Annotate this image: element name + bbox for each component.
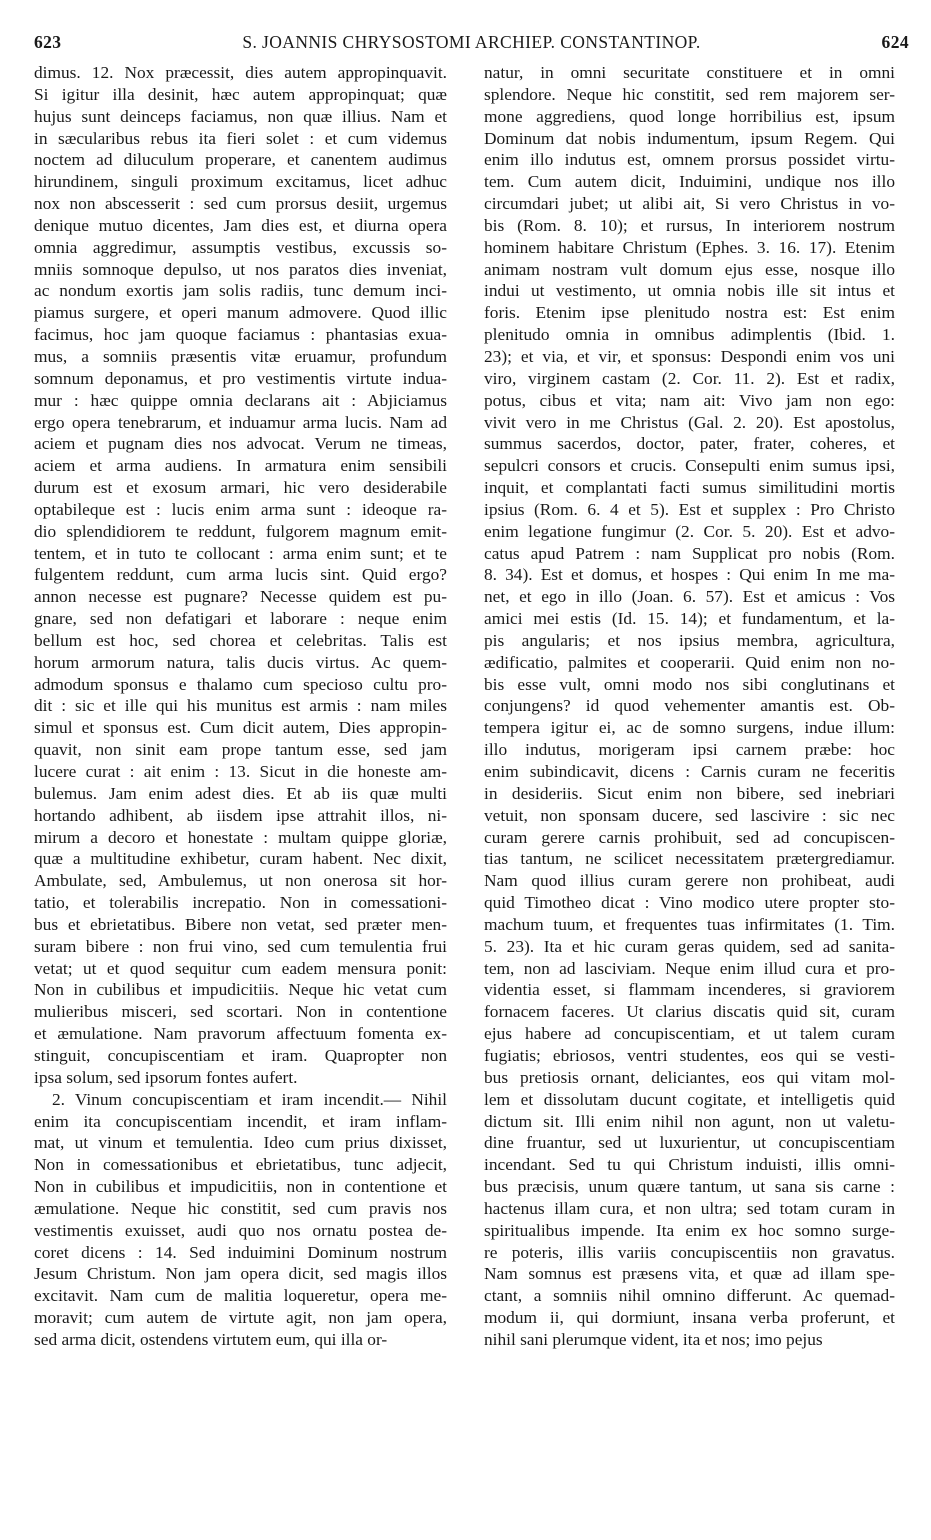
text-line: splendore. Neque hic constitit, sed rem majorem ser- bbox=[484, 84, 895, 104]
text-line: mur : hæc quippe omnia declarans ait : Abjiciamus bbox=[34, 390, 447, 410]
text-line: foris. Etenim ipse plenitudo nostra est: Est enim bbox=[484, 303, 895, 323]
text-line: optabileque est : lucis enim arma sunt : ideoque ra- bbox=[34, 499, 447, 519]
text-line: indui ut vestimento, ut omnia nobis ille sit intus et bbox=[484, 281, 895, 301]
text-line: curam gerere carnis prohibuit, sed ad concupiscen- bbox=[484, 827, 895, 847]
text-line: ac nondum exortis jam solis radiis, tunc demum inci- bbox=[34, 281, 447, 301]
text-line: sed arma dicit, ostendens virtutem eum, qui illa or- bbox=[34, 1329, 388, 1349]
text-line: Non in cubilibus et impudicitiis, non in contentione et bbox=[34, 1177, 447, 1197]
text-line: quæ a multitudine exhibetur, curam habent. Nec dixit, bbox=[34, 849, 447, 869]
text-line: ipsa solum, sed ipsorum fontes aufert. bbox=[34, 1067, 298, 1087]
text-line: dine fruantur, sed ut luxurientur, ut concupiscentiam bbox=[484, 1133, 895, 1153]
text-line: mulieribus misceri, sed scortari. Non in contentione bbox=[34, 1002, 447, 1022]
page-header bbox=[34, 32, 909, 58]
text-line: omnia aggredimur, assumptis vestibus, excussis so- bbox=[34, 237, 447, 257]
text-line: noctem ad diluculum properare, et canentem audimus bbox=[34, 150, 447, 170]
text-line: enim ita concupiscentiam incendit, et iram inflam- bbox=[34, 1111, 447, 1131]
text-line: Non in comessationibus et ebrietatibus, tunc adjecit, bbox=[34, 1155, 447, 1175]
text-line: incendant. Sed tu qui Christum induisti, illis omni- bbox=[484, 1155, 895, 1175]
text-line: horum armorum natura, talis ducis virtus. Ac quem- bbox=[34, 652, 447, 672]
text-line: Si igitur illa desinit, hæc autem appropinquat; quæ bbox=[34, 84, 447, 104]
text-line: et æmulatione. Nam pravorum affectuum fomenta ex- bbox=[34, 1024, 447, 1044]
text-line: ergo opera tenebrarum, et induamur arma lucis. Nam ad bbox=[34, 412, 447, 432]
text-line: Nam somnus est præsens vita, et quæ ad illam spe- bbox=[484, 1264, 895, 1284]
text-line: 8. 34). Est et domus, et hospes : Qui enim In me ma- bbox=[484, 565, 895, 585]
text-line: tem, non ad lasciviam. Neque enim illud cura et pro- bbox=[484, 958, 895, 978]
text-line: simul et sponsus est. Cum dicit autem, Dies appropin- bbox=[34, 718, 447, 738]
text-line: lucere curat : ait enim : 13. Sicut in die honeste am- bbox=[34, 762, 447, 781]
text-line: bis esse vult, omni modo nos sibi conglutinans et bbox=[484, 674, 895, 694]
text-line: enim subindicavit, dicens : Carnis curam ne feceritis bbox=[484, 762, 895, 781]
text-line: summus sacerdos, doctor, pater, frater, coheres, et bbox=[484, 434, 895, 454]
text-line: tempera igitur ei, ac de somno surgens, indue illum: bbox=[484, 718, 895, 738]
text-line: 23); et via, et vir, et sponsus: Despondi enim vos uni bbox=[484, 346, 895, 366]
text-line: 5. 23). Ita et hic curam geras quidem, sed ad sanita- bbox=[484, 936, 895, 956]
text-line: sepulcri consors et crucis. Consepulti enim sumus ipsi, bbox=[484, 456, 895, 476]
text-line: suram bibere : non frui vino, sed cum temulentia frui bbox=[34, 936, 447, 956]
text-line: gnare, sed non defatigari et laborare : neque enim bbox=[34, 609, 447, 629]
text-line: tias tantum, ne scilicet necessitatem prætergrediamur. bbox=[484, 849, 895, 869]
text-line: fulgentem reddunt, cum arma lucis sint. Quid ergo? bbox=[34, 565, 447, 585]
text-line: bellum est hoc, sed chorea et celebritas. Talis est bbox=[34, 630, 447, 650]
text-line: ctant, a somniis nihil omnino differunt. Ac quemad- bbox=[484, 1286, 895, 1306]
text-line: bus et ebrietatibus. Bibere non vetat, sed præter men- bbox=[34, 914, 447, 934]
text-line: somnum deponamus, et pro vestimentis virtute indua- bbox=[34, 368, 447, 388]
text-line: spiritualibus impende. Ita enim ex hoc somno surge- bbox=[484, 1220, 895, 1240]
text-line: quid Timotheo dicat : Vino modico utere propter sto- bbox=[484, 893, 895, 913]
text-line: bulemus. Jam enim adest dies. Et ab iis quæ multi bbox=[34, 783, 447, 803]
text-line: circumdari jubet; ut alibi ait, Si vero Christus in vo- bbox=[484, 194, 895, 214]
text-line: æmulatione. Neque hic constitit, sed cum pravis nos bbox=[34, 1198, 447, 1218]
text-line: stinguit, concupiscentiam et iram. Quapropter non bbox=[34, 1045, 447, 1065]
text-line: mirum a decoro et honestate : multam quippe gloriæ, bbox=[34, 827, 447, 847]
text-line: bis (Rom. 8. 10); et rursus, In interiorem nostrum bbox=[484, 215, 895, 235]
text-line: lem et dissolutam ducunt cogitate, et intelligetis quid bbox=[484, 1089, 895, 1109]
text-line: inquit, et complantati facti sumus similitudini mortis bbox=[484, 478, 895, 498]
text-line: potus, cibus et vita; nam ait: Vivo jam non ego: bbox=[484, 390, 895, 410]
text-line: Nam quod illius curam gerere non prohibeat, audi bbox=[484, 871, 895, 891]
text-line: coret dicens : 14. Sed induimini Dominum nostrum bbox=[34, 1242, 447, 1262]
text-line: durum est et exosum armari, hic vero desiderabile bbox=[34, 478, 447, 498]
text-line: net, et ego in illo (Joan. 6. 57). Est et amicus : Vos bbox=[484, 587, 895, 607]
text-line: mat, ut vinum et temulentia. Ideo cum prius dixisset, bbox=[34, 1133, 447, 1153]
text-line: hujus sunt deinceps faciamus, non quæ illius. Nam et bbox=[34, 106, 447, 126]
text-line: re poteris, illis variis concupiscentiis non gravatus. bbox=[484, 1242, 895, 1262]
running-title: S. JOANNIS CHRYSOSTOMI ARCHIEP. CONSTANTINOP. bbox=[242, 32, 701, 52]
text-line: admodum sponsus e thalamo cum specioso cultu pro- bbox=[34, 674, 447, 694]
text-line: enim illo indutus est, omnem prorsus possidet virtu- bbox=[484, 150, 895, 170]
text-line: mniis somnoque depulso, ut nos paratos dies inveniat, bbox=[34, 259, 447, 279]
text-line: natur, in omni securitate constituere et in omni bbox=[484, 63, 895, 82]
text-line: excitavit. Nam cum de malitia loqueretur, opera me- bbox=[34, 1286, 447, 1306]
text-line: tem. Cum autem dicit, Induimini, undique nos illo bbox=[484, 172, 895, 192]
text-line: facimus, hoc jam quoque faciamus : phantasias exua- bbox=[34, 325, 447, 345]
text-line: illo indutus, morigeram ipsi carnem præbe: hoc bbox=[484, 740, 895, 760]
text-line: ædificatio, palmites et cooperarii. Quid enim non no- bbox=[484, 652, 895, 672]
text-line: denique mutuo dicentes, Jam dies est, et diurna opera bbox=[34, 215, 447, 235]
right-column bbox=[484, 62, 895, 1351]
text-line: animam nostram vult domum ejus esse, nosque illo bbox=[484, 259, 895, 279]
text-line: catus apud Patrem : nam Supplicat pro nobis (Rom. bbox=[484, 543, 895, 563]
page-number-right: 624 bbox=[881, 32, 909, 52]
text-line: nox non abscesserit : sed cum prorsus desiit, urgemus bbox=[34, 194, 447, 214]
text-line: ipsius (Rom. 6. 4 et 5). Est et supplex : Pro Christo bbox=[484, 499, 895, 519]
text-line: hactenus illam cura, et non ultra; sed totam curam in bbox=[484, 1198, 895, 1218]
text-line: pis angularis; et nos ipsius membra, agricultura, bbox=[484, 630, 895, 650]
left-column bbox=[34, 62, 447, 1351]
text-line: annon necesse est pugnare? Necesse quidem est pu- bbox=[34, 587, 447, 607]
text-line: conjungens? id quod vehementer amantis est. Ob- bbox=[484, 696, 895, 716]
text-line: dit : sic et ille qui his munitus est armis : nam miles bbox=[34, 696, 447, 716]
text-line: modum ii, qui dormiunt, insana verba proferunt, et bbox=[484, 1308, 895, 1328]
text-line: tentem, et in tuto te collocant : arma enim sunt; et te bbox=[34, 543, 447, 563]
text-line: hortando adhibent, ab iisdem ipse attrahit illos, ni- bbox=[34, 805, 447, 825]
text-line: dimus. 12. Nox præcessit, dies autem appropinquavit. bbox=[34, 63, 447, 82]
text-line: fornacem faceres. Ut clarius discatis quid sit, curam bbox=[484, 1002, 895, 1022]
text-line: ejus habere ad concupiscentiam, et ut talem curam bbox=[484, 1024, 895, 1044]
text-line: Non in cubilibus et impudicitiis. Neque hic vetat cum bbox=[34, 980, 447, 1000]
text-line: mone aggrediens, quod longe horribilius est, ipsum bbox=[484, 106, 895, 126]
text-line: viro, virginem castam (2. Cor. 11. 2). Est et radix, bbox=[484, 368, 895, 388]
text-line: moravit; cum autem de virtute agit, non jam opera, bbox=[34, 1308, 447, 1328]
text-line: 2. Vinum concupiscentiam et iram incendit.— Nihil bbox=[52, 1089, 447, 1109]
text-line: in sæcularibus rebus ita fieri solet : et cum videmus bbox=[34, 128, 447, 148]
text-line: amici mei estis (Id. 15. 14); et fundamentum, et la- bbox=[484, 609, 895, 629]
text-line: vetat; ut et quod sequitur cum eadem mensura ponit: bbox=[34, 958, 447, 978]
text-line: piamus surgere, et operi manum admovere. Quod illic bbox=[34, 303, 447, 323]
text-line: nihil sani plerumque vident, ita et nos; imo pejus bbox=[484, 1329, 823, 1349]
text-line: vivit vero in me Christus (Gal. 2. 20). Est apostolus, bbox=[484, 412, 895, 432]
text-line: dictum sit. Illi enim nihil non agunt, non ut valetu- bbox=[484, 1111, 895, 1131]
text-line: enim legatione fungimur (2. Cor. 5. 20). Est et advo- bbox=[484, 521, 895, 541]
text-line: mus, a somniis præsentis vitæ eruamur, profundum bbox=[34, 346, 447, 366]
text-line: quavit, non sinit eam prope tantum esse, sed jam bbox=[34, 740, 447, 760]
text-line: videntia esset, si flammam incenderes, si graviorem bbox=[484, 980, 895, 1000]
text-line: vestimentis exuisset, audi quo nos ornatu postea de- bbox=[34, 1220, 447, 1240]
text-line: plenitudo omnia in omnibus adimplentis (Ibid. 1. bbox=[484, 325, 895, 345]
text-line: hominem habitare Christum (Ephes. 3. 16. 17). Etenim bbox=[484, 237, 895, 257]
text-line: aciem et pugnam dies nos advocat. Verum ne timeas, bbox=[34, 434, 447, 454]
text-line: in desideriis. Sicut enim non bibere, sed inebriari bbox=[484, 783, 895, 803]
text-line: aciem et arma audiens. In armatura enim sensibili bbox=[34, 456, 447, 476]
text-line: fugiatis; ebriosos, ventri studentes, eos qui se vesti- bbox=[484, 1045, 895, 1065]
text-line: tatio, et tolerabilis increpatio. Non in comessationi- bbox=[34, 893, 447, 913]
text-line: Ambulate, sed, Ambulemus, ut non onerosa sit hor- bbox=[34, 871, 447, 891]
text-line: bus præcisis, unum quære tantum, ut sana sis carne : bbox=[484, 1177, 895, 1197]
text-line: machum tuum, et frequentes tuas infirmitates (1. Tim. bbox=[484, 914, 895, 934]
text-line: hirundinem, singuli proximum excitamus, licet adhuc bbox=[34, 172, 447, 192]
text-line: bus pretiosis ornant, deliciantes, eos qui vitam mol- bbox=[484, 1067, 895, 1087]
text-line: vetuit, non sponsam ducere, sed lascivire : sic nec bbox=[484, 805, 895, 825]
text-line: Dominum dat nobis indumentum, ipsum Regem. Qui bbox=[484, 128, 895, 148]
text-line: Jesum Christum. Non jam opera dicit, sed magis illos bbox=[34, 1264, 447, 1284]
text-line: dio splendidiorem te reddunt, fulgorem magnum emit- bbox=[34, 521, 447, 541]
page-number-left: 623 bbox=[34, 32, 62, 52]
